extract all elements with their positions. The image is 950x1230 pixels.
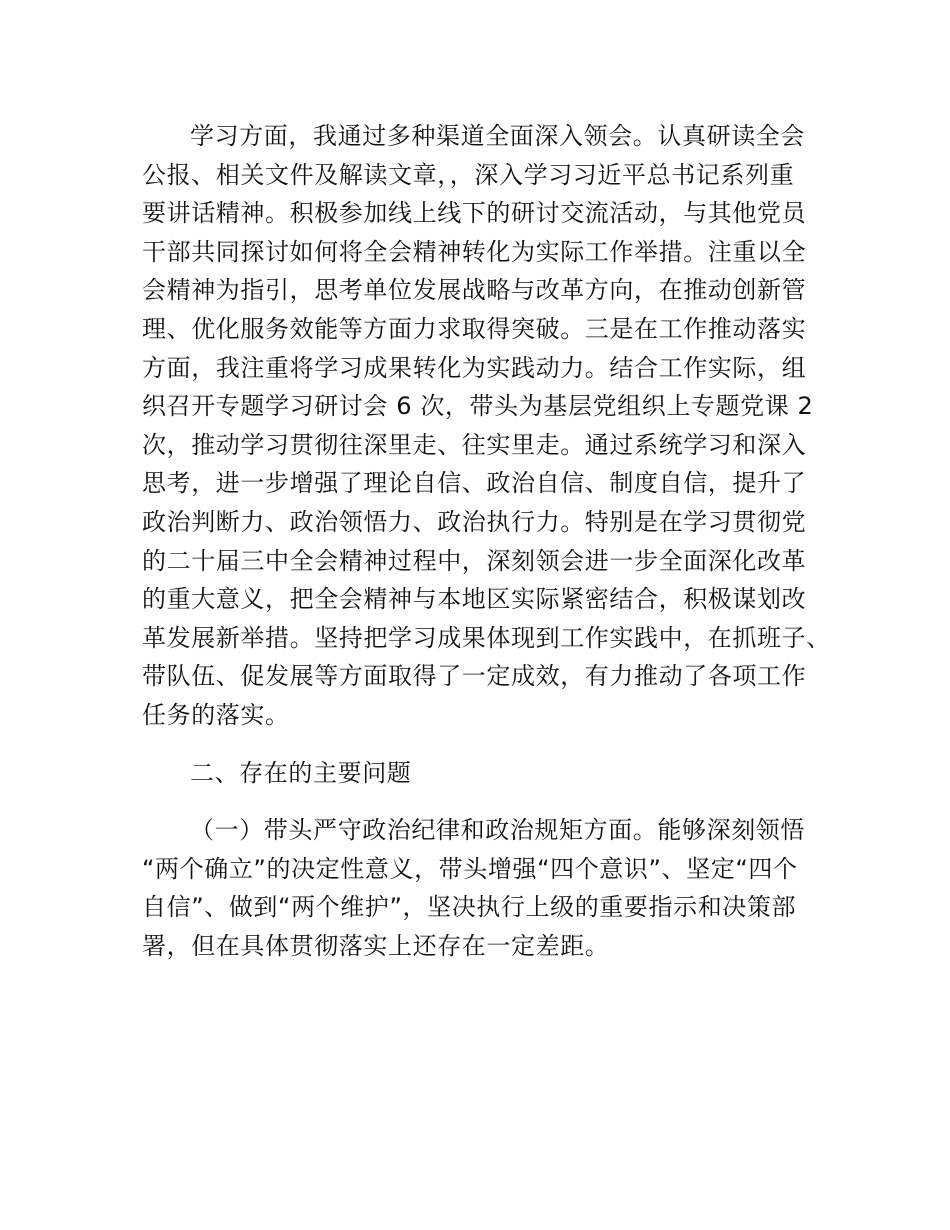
text-line: 思考，进一步增强了理论自信、政治自信、制度自信，提升了 bbox=[142, 469, 807, 498]
text-line: （一）带头严守政治纪律和政治规矩方面。能够深刻领悟 bbox=[190, 816, 805, 845]
paragraph-political-discipline bbox=[142, 811, 822, 965]
text-line: 次，推动学习贯彻往深里走、往实里走。通过系统学习和深入 bbox=[142, 430, 807, 459]
text-line: 方面，我注重将学习成果转化为实践动力。结合工作实际，组 bbox=[142, 353, 807, 382]
text-line: “两个确立”的决定性意义，带头增强“四个意识”、坚定“四个 bbox=[142, 854, 798, 883]
text-line: 理、优化服务效能等方面力求取得突破。三是在工作推动落实 bbox=[142, 314, 807, 343]
text-line: 学习方面，我通过多种渠道全面深入领会。认真研读全会 bbox=[190, 122, 805, 150]
text-line: 的二十届三中全会精神过程中，深刻领会进一步全面深化改革 bbox=[142, 546, 807, 575]
section-heading-text: 二、存在的主要问题 bbox=[190, 758, 412, 787]
document-body bbox=[142, 117, 831, 965]
text-line: 自信”、做到“两个维护”，坚决执行上级的重要指示和决策部 bbox=[142, 893, 797, 922]
text-line: 要讲话精神。积极参加线上线下的研讨交流活动，与其他党员 bbox=[142, 199, 807, 228]
text-line: 公报、相关文件及解读文章，，深入学习习近平总书记系列重 bbox=[142, 160, 795, 189]
text-line: 织召开专题学习研讨会 6 次，带头为基层党组织上专题党课 2 bbox=[142, 392, 814, 421]
text-line: 干部共同探讨如何将全会精神转化为实际工作举措。注重以全 bbox=[142, 237, 807, 266]
text-line: 任务的落实。 bbox=[142, 700, 290, 729]
text-line: 政治判断力、政治领悟力、政治执行力。特别是在学习贯彻党 bbox=[142, 507, 807, 536]
text-line: 的重大意义，把全会精神与本地区实际紧密结合，积极谋划改 bbox=[142, 585, 807, 614]
text-line: 革发展新举措。坚持把学习成果体现到工作实践中，在抓班子、 bbox=[142, 623, 831, 652]
text-line: 署，但在具体贯彻落实上还存在一定差距。 bbox=[142, 931, 610, 960]
text-line: 带队伍、促发展等方面取得了一定成效，有力推动了各项工作 bbox=[142, 662, 807, 691]
section-heading bbox=[142, 754, 822, 793]
paragraph-study bbox=[142, 117, 831, 735]
text-line: 会精神为指引，思考单位发展战略与改革方向，在推动创新管 bbox=[142, 276, 807, 305]
